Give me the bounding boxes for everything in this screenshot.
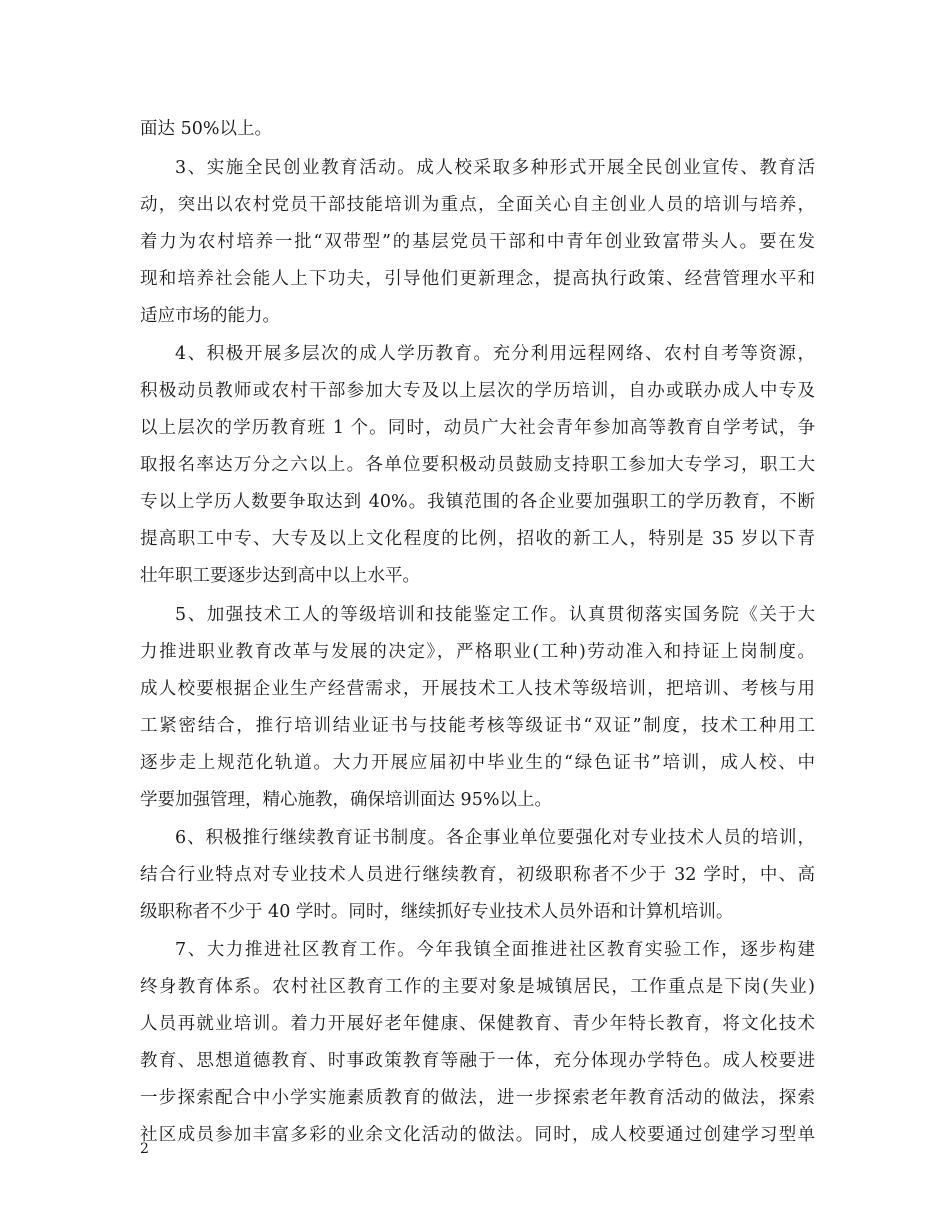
paragraph-5-line-5: 逐步走上规范化轨道。大力开展应届初中毕业生的“绿色证书”培训，成人校、中 — [140, 753, 815, 773]
paragraph-3-line-1: 3、实施全民创业教育活动。成人校采取多种形式开展全民创业宣传、教育活 — [175, 158, 815, 178]
paragraph-0-line-1: 面达 50%以上。 — [140, 119, 272, 139]
paragraph-6-line-1: 6、积极推行继续教育证书制度。各企事业单位要强化对专业技术人员的培训， — [175, 828, 815, 848]
paragraph-4-line-3: 以上层次的学历教育班 1 个。同时，动员广大社会青年参加高等教育自学考试，争 — [140, 418, 815, 438]
paragraph-5-line-6: 学要加强管理，精心施教，确保培训面达 95%以上。 — [140, 790, 552, 810]
paragraph-4-line-1: 4、积极开展多层次的成人学历教育。充分利用远程网络、农村自考等资源， — [175, 344, 815, 364]
paragraph-4-line-2: 积极动员教师或农村干部参加大专及以上层次的学历培训，自办或联办成人中专及 — [140, 381, 815, 401]
paragraph-4-line-7: 壮年职工要逐步达到高中以上水平。 — [140, 566, 420, 586]
paragraph-6-line-2: 结合行业特点对专业技术人员进行继续教育，初级职称者不少于 32 学时，中、高 — [140, 865, 815, 885]
paragraph-5-line-1: 5、加强技术工人的等级培训和技能鉴定工作。认真贯彻落实国务院《关于大 — [175, 605, 815, 625]
paragraph-3-line-3: 着力为农村培养一批“双带型”的基层党员干部和中青年创业致富带头人。要在发 — [140, 232, 815, 252]
paragraph-4-line-5: 专以上学历人数要争取达到 40%。我镇范围的各企业要加强职工的学历教育，不断 — [140, 492, 815, 512]
paragraph-5-line-3: 成人校要根据企业生产经营需求，开展技术工人技术等级培训，把培训、考核与用 — [140, 679, 815, 699]
paragraph-7-line-2: 终身教育体系。农村社区教育工作的主要对象是城镇居民，工作重点是下岗(失业) — [140, 977, 815, 997]
paragraph-3-line-4: 现和培养社会能人上下功夫，引导他们更新理念，提高执行政策、经营管理水平和 — [140, 269, 815, 289]
paragraph-7-line-3: 人员再就业培训。着力开展好老年健康、保健教育、青少年特长教育，将文化技术 — [140, 1014, 815, 1034]
paragraph-4-line-6: 提高职工中专、大专及以上文化程度的比例，招收的新工人，特别是 35 岁以下青 — [140, 529, 815, 549]
paragraph-3-line-2: 动，突出以农村党员干部技能培训为重点，全面关心自主创业人员的培训与培养， — [140, 195, 815, 215]
paragraph-7-line-1: 7、大力推进社区教育工作。今年我镇全面推进社区教育实验工作，逐步构建 — [175, 940, 815, 960]
paragraph-7-line-5: 一步探索配合中小学实施素质教育的做法，进一步探索老年教育活动的做法，探索 — [140, 1088, 815, 1108]
paragraph-5-line-4: 工紧密结合，推行培训结业证书与技能考核等级证书“双证”制度，技术工种用工 — [140, 716, 815, 736]
paragraph-4-line-4: 取报名率达万分之六以上。各单位要积极动员鼓励支持职工参加大专学习，职工大 — [140, 455, 815, 475]
page-number: 2 — [140, 1141, 149, 1157]
paragraph-3-line-5: 适应市场的能力。 — [140, 306, 280, 326]
paragraph-7-line-4: 教育、思想道德教育、时事政策教育等融于一体，充分体现办学特色。成人校要进 — [140, 1051, 815, 1071]
paragraph-6-line-3: 级职称者不少于 40 学时。同时，继续抓好专业技术人员外语和计算机培训。 — [140, 902, 734, 922]
paragraph-7-line-6: 社区成员参加丰富多彩的业余文化活动的做法。同时，成人校要通过创建学习型单 — [140, 1125, 815, 1145]
paragraph-5-line-2: 力推进职业教育改革与发展的决定》，严格职业(工种)劳动准入和持证上岗制度。 — [140, 642, 815, 662]
